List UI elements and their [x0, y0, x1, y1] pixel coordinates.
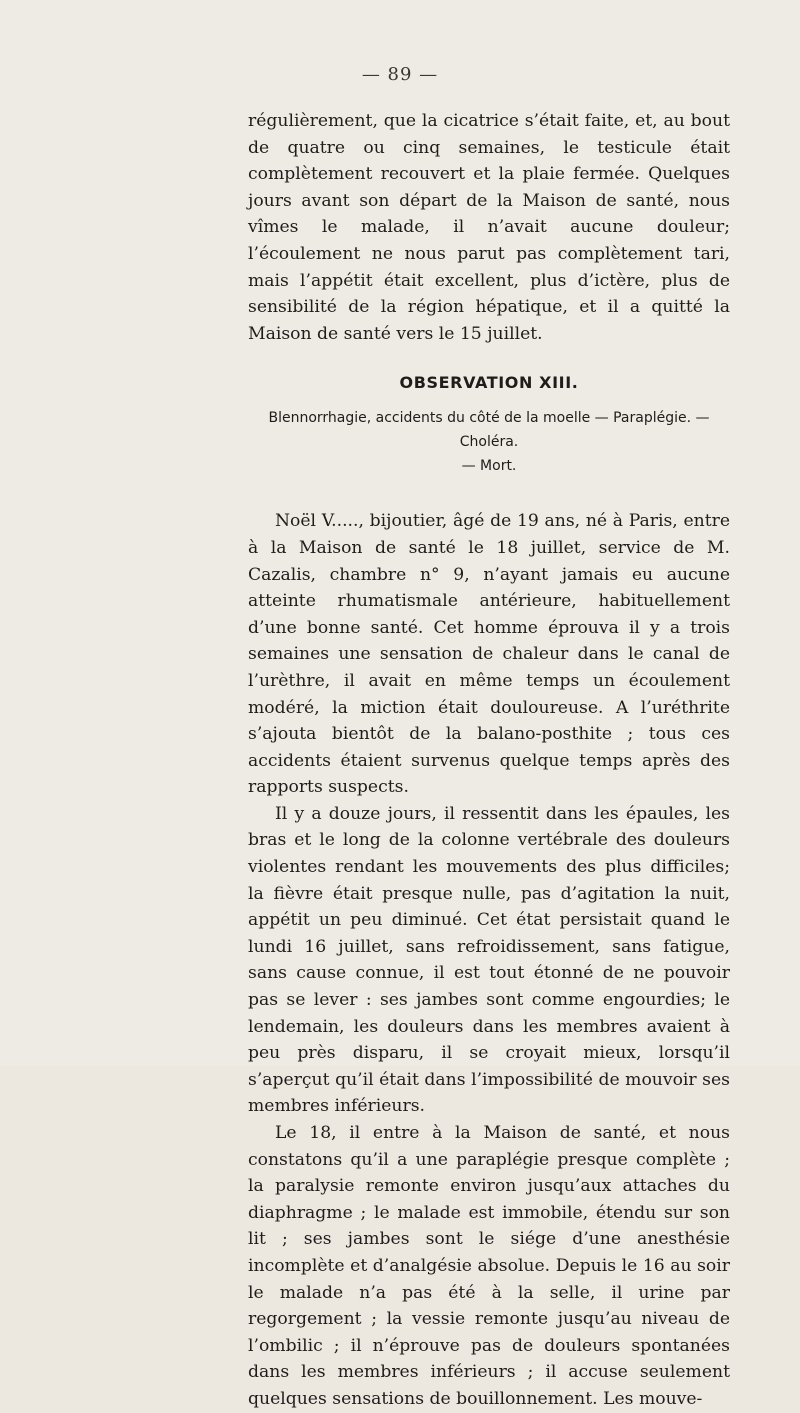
case-paragraph-2: Il y a douze jours, il ressentit dans les épaules, les bras et le long de la colonne vertébrale des douleurs violentes rendant les mouvements des plus difficiles; la fièvre était presque nulle, pas d’agitation la nuit, appétit un peu diminué. Cet état persistait quand le lundi 16 juillet, sans refroidissement, sans fatigue, sans cause connue, il est tout étonné de ne pouvoir pas se lever : ses jambes sont comme engourdies; le lendemain, les douleurs dans les membres avaient à peu près disparu, il se croyait mieux, lorsqu’il s’aperçut qu’il était dans l’impossibilité de mouvoir ses membres inférieurs. — [248, 803, 730, 1117]
intro-paragraph: régulièrement, que la cicatrice s’était faite, et, au bout de quatre ou cinq semaines, le testicule était complètement recouvert et la plaie fermée. Quelques jours avant son départ de la Maison de santé, nous vîmes le malade, il n’avait aucune douleur; l’écoulement ne nous parut pas complètement tari, mais l’appétit était excellent, plus d’ictère, plus de sensibilité de la région hépatique, et il a quitté la Maison de santé vers le 15 juillet. — [248, 111, 730, 344]
case-paragraph-1: Noël V....., bijoutier, âgé de 19 ans, né à Paris, entre à la Maison de santé le 18 juillet, service de M. Cazalis, chambre n° 9, n’ayant jamais eu aucune atteinte rhumatismale antérieure, habituellement d’une bonne santé. Cet homme éprouva il y a trois semaines une sensation de chaleur dans le canal de l’urèthre, il avait en même temps un écoulement modéré, la miction était douloureuse. A l’uréthrite s’ajouta bientôt de la balano-posthite ; tous ces accidents étaient survenus quelque temps après des rapports suspects. — [248, 511, 730, 798]
page-number: — 89 — — [361, 64, 439, 85]
observation-subtitle-line-1: Blennorrhagie, accidents du côté de la moelle — Paraplégie. — Choléra. — [268, 410, 710, 451]
observation-title: OBSERVATION XIII. — [399, 373, 579, 393]
observation-subtitle — [248, 406, 730, 478]
observation-subtitle-line-2: — Mort. — [461, 458, 517, 475]
text-column — [248, 108, 730, 1413]
case-paragraph-3: Le 18, il entre à la Maison de santé, et nous constatons qu’il a une paraplégie presque complète ; la paralysie remonte environ jusqu’aux attaches du diaphragme ; le malade est immobile, étendu sur son lit ; ses jambes sont le siége d’une anesthésie incomplète et d’analgésie absolue. Depuis le 16 au soir le malade n’a pas été à la selle, il urine par regorgement ; la vessie remonte jusqu’au niveau de l’ombilic ; il n’éprouve pas de douleurs spontanées dans les membres inférieurs ; il accuse seulement quelques sensations de bouillonnement. Les mouve- — [248, 1123, 730, 1409]
